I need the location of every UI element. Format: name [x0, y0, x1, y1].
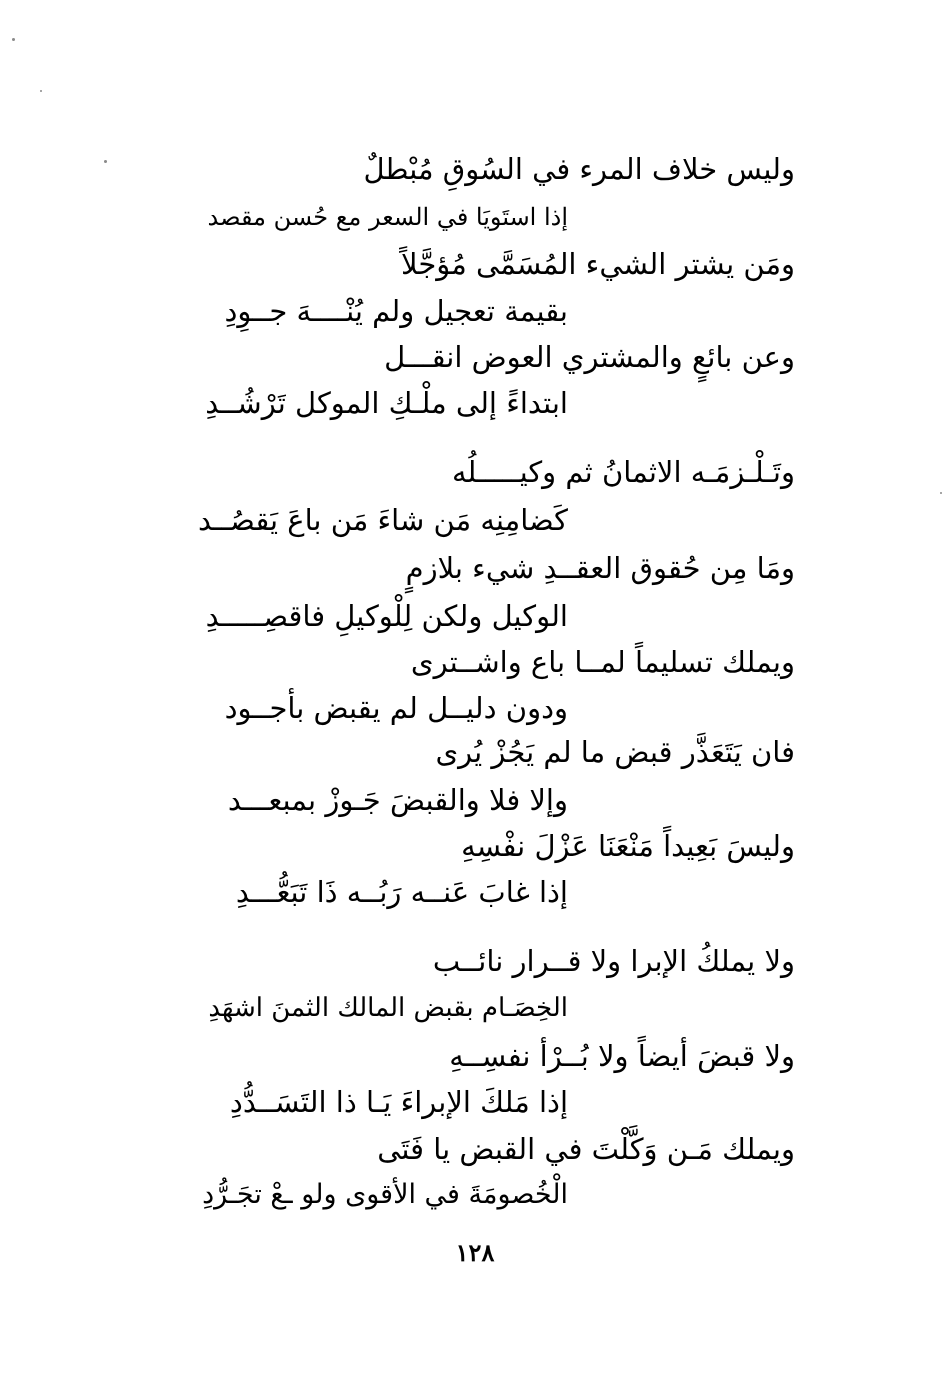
verse-line: وليس خلاف المرء في السُوقِ مُبْطلٌ — [363, 152, 795, 186]
verse-line: ولا يملكُ الإبرا ولا قــرار نائــب — [432, 944, 795, 978]
verse-line: وليسَ بَعِيداً مَنْعَنَا عَزْلَ نفْسِهِ — [461, 829, 795, 863]
verse-line: ومَن يشتر الشيء المُسَمَّى مُؤجَّلاً — [401, 247, 795, 281]
verse-line: إذا غابَ عَنــه رَبُــه ذَا تَبَعُّـــدِ — [235, 875, 568, 909]
verse-line: الوكيل ولكن لِلْوكيلِ فاقصِـــــدِ — [205, 599, 568, 633]
verse-line: الْخُصومَةَ في الأقوى ولو ـعْ تجَـرُّدِ — [202, 1179, 568, 1210]
verse-line: إذا مَلكَ الإبراءَ يَـا ذا التَسَــدُّدِ — [229, 1085, 568, 1119]
verse-line: وعن بائعٍ والمشتري العوض انقـــل — [384, 340, 795, 374]
verse-line: إذا استَويَا في السعر مع حُسن مقصد — [207, 203, 568, 231]
verse-line: ومَا مِن حُقوق العقــدِ شيء بلازمٍ — [405, 551, 795, 585]
verse-line: وإلا فلا والقبضَ جَـوزْ بمبعـــد — [227, 783, 568, 817]
margin-speck — [104, 160, 107, 163]
verse-line: فان يَتَعَذَّر قبض ما لم يَجُزْ يُرى — [435, 735, 795, 769]
verse-line: ولا قبضَ أيضاً ولا بُــرْأ نفسِــهِ — [449, 1039, 795, 1073]
margin-speck — [40, 90, 42, 92]
verse-line: ودون دليــل لم يقبض بأجــود — [224, 691, 568, 725]
page-number: ١٢٨ — [455, 1238, 495, 1267]
margin-speck — [12, 38, 15, 41]
verse-line: ويملك مَـن وَكَّلْتَ في القبض يا فَتَى — [377, 1132, 795, 1166]
verse-line: كَضامِنِه مَن شاءَ مَن باعَ يَقصُــد — [197, 503, 568, 537]
verse-line: بقيمة تعجيل ولم يُنْــــهَ جــوِدِ — [224, 294, 568, 328]
margin-speck — [940, 492, 942, 494]
verse-line: ويملك تسليماً لمــا باع واشــترى — [410, 645, 795, 679]
verse-line: ابتداءً إلى ملْـكِ الموكل تَرْشُــدِ — [205, 386, 568, 420]
verse-line: الخِصَـام بقبض المالك الثمنَ اشهَدِ — [208, 993, 568, 1023]
verse-line: وتَـلْـزمَـه الاثمانُ ثم وكيـــــلُه — [451, 455, 795, 489]
